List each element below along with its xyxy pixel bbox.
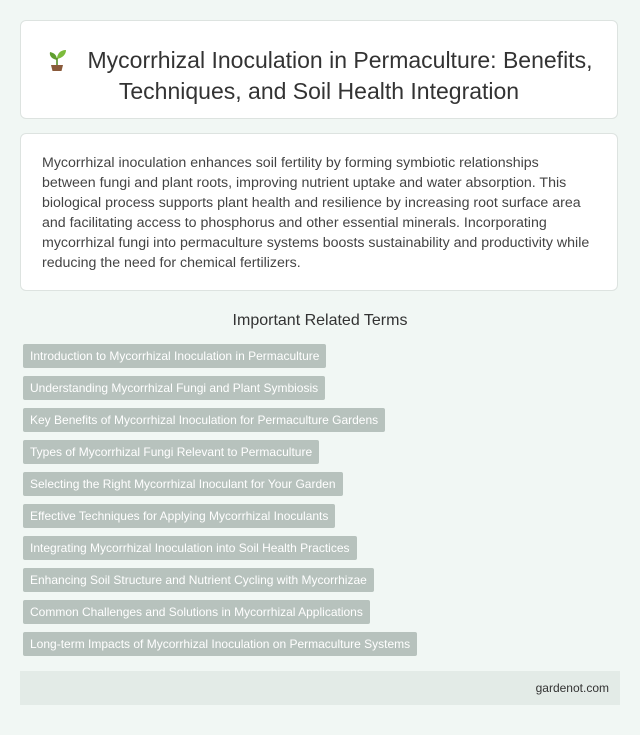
related-terms-list: [23, 344, 623, 664]
intro-paragraph: Mycorrhizal inoculation enhances soil fertility by forming symbiotic relationships between fungi and plant roots, improving nutrient uptake and water absorption. This biological process supports plant health and resilience by increasing root surface area and facilitating access to phosphorus and other essential minerals. Incorporating mycorrhizal fungi into permaculture systems boosts sustainability and productivity while reducing the need for chemical fertilizers.: [42, 155, 590, 271]
related-term-tag[interactable]: Common Challenges and Solutions in Mycorrhizal Applications: [23, 600, 370, 624]
related-term-tag[interactable]: Selecting the Right Mycorrhizal Inoculant for Your Garden: [23, 472, 343, 496]
related-term-item: [23, 376, 623, 400]
related-term-tag[interactable]: Understanding Mycorrhizal Fungi and Plant Symbiosis: [23, 376, 325, 400]
related-term-tag[interactable]: Introduction to Mycorrhizal Inoculation in Permaculture: [23, 344, 326, 368]
related-term-tag[interactable]: Key Benefits of Mycorrhizal Inoculation for Permaculture Gardens: [23, 408, 385, 432]
related-term-tag[interactable]: Long-term Impacts of Mycorrhizal Inoculation on Permaculture Systems: [23, 632, 417, 656]
related-term-item: [23, 440, 623, 464]
related-term-item: [23, 472, 623, 496]
related-term-item: [23, 568, 623, 592]
related-term-tag[interactable]: Integrating Mycorrhizal Inoculation into Soil Health Practices: [23, 536, 357, 560]
title-card: [20, 20, 618, 119]
related-term-item: [23, 600, 623, 624]
related-term-item: [23, 632, 623, 656]
related-term-tag[interactable]: Effective Techniques for Applying Mycorrhizal Inoculants: [23, 504, 335, 528]
page-title: [31, 45, 607, 107]
related-term-tag[interactable]: Types of Mycorrhizal Fungi Relevant to Permaculture: [23, 440, 319, 464]
related-term-item: [23, 536, 623, 560]
page-title-text: Mycorrhizal Inoculation in Permaculture: Benefits, Techniques, and Soil Health Integration: [87, 47, 593, 104]
related-term-item: [23, 504, 623, 528]
footer: [20, 671, 620, 705]
related-term-item: [23, 344, 623, 368]
sprout-icon: [46, 47, 68, 71]
footer-site-link[interactable]: gardenot.com: [535, 681, 609, 695]
intro-card: [20, 133, 618, 291]
related-terms-heading: Important Related Terms: [232, 312, 408, 329]
related-term-item: [23, 408, 623, 432]
related-term-tag[interactable]: Enhancing Soil Structure and Nutrient Cycling with Mycorrhizae: [23, 568, 374, 592]
